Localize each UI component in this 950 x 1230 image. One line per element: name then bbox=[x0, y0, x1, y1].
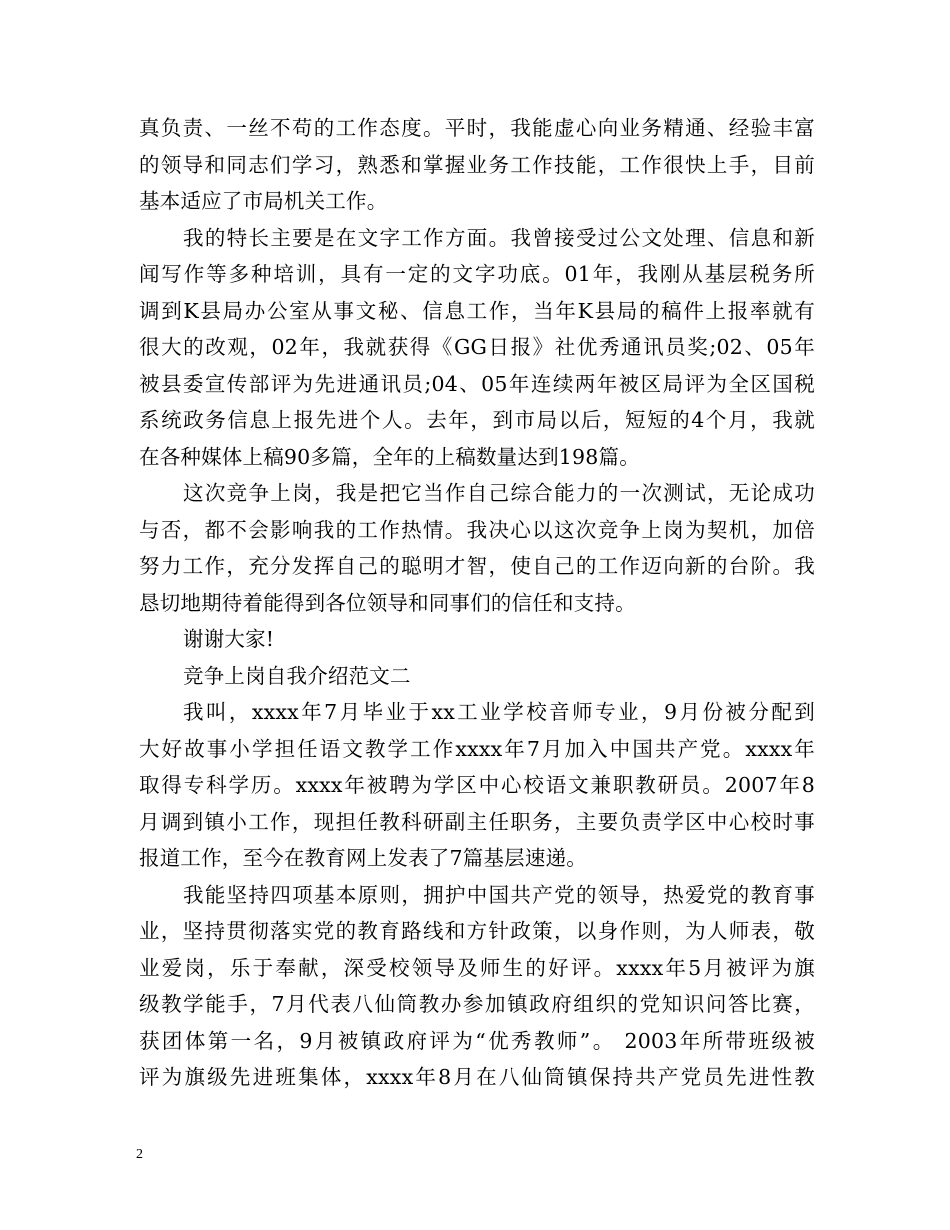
text-line: 很大的改观，02年，我就获得《GG日报》社优秀通讯员奖;02、05年 bbox=[139, 335, 815, 359]
text-line: 闻写作等多种培训，具有一定的文字功底。01年，我刚从基层税务所 bbox=[139, 262, 815, 286]
text-line: 在各种媒体上稿90多篇，全年的上稿数量达到198篇。 bbox=[139, 444, 640, 469]
page-number: 2 bbox=[136, 1147, 143, 1162]
text-line: 系统政务信息上报先进个人。去年，到市局以后，短短的4个月，我就 bbox=[139, 408, 815, 432]
text-line: 的领导和同志们学习，熟悉和掌握业务工作技能，工作很快上手，目前 bbox=[139, 152, 815, 177]
text-line: 我叫，xxxx年7月毕业于xx工业学校音师专业，9月份被分配到 bbox=[183, 700, 815, 724]
text-line: 业，坚持贯彻落实党的教育路线和方针政策，以身作则，为人师表，敬 bbox=[139, 919, 815, 943]
text-line: 大好故事小学担任语文教学工作xxxx年7月加入中国共产党。xxxx年 bbox=[139, 736, 815, 761]
text-line: 竞争上岗自我介绍范文二 bbox=[183, 663, 411, 688]
text-line: 评为旗级先进班集体，xxxx年8月在八仙筒镇保持共产党员先进性教 bbox=[139, 1065, 815, 1089]
text-line: 努力工作，充分发挥自己的聪明才智，使自己的工作迈向新的台阶。我 bbox=[139, 554, 815, 578]
document-body bbox=[139, 110, 815, 1096]
text-line: 恳切地期待着能得到各位领导和同事们的信任和支持。 bbox=[139, 590, 636, 615]
text-line: 取得专科学历。xxxx年被聘为学区中心校语文兼职教研员。2007年8 bbox=[139, 773, 815, 797]
text-line: 获团体第一名，9月被镇政府评为“优秀教师”。 2003年所带班级被 bbox=[139, 1028, 815, 1053]
text-line: 谢谢大家! bbox=[183, 627, 275, 651]
text-line: 被县委宣传部评为先进通讯员;04、05年连续两年被区局评为全区国税 bbox=[139, 371, 815, 396]
text-line: 这次竞争上岗，我是把它当作自己综合能力的一次测试，无论成功 bbox=[183, 481, 815, 505]
text-line: 报道工作，至今在教育网上发表了7篇基层速递。 bbox=[139, 846, 587, 870]
text-line: 调到K县局办公室从事文秘、信息工作，当年K县局的稿件上报率就有 bbox=[139, 298, 815, 323]
text-line: 与否，都不会影响我的工作热情。我决心以这次竞争上岗为契机，加倍 bbox=[139, 517, 815, 542]
text-line: 基本适应了市局机关工作。 bbox=[139, 189, 388, 213]
text-line: 我能坚持四项基本原则，拥护中国共产党的领导，热爱党的教育事 bbox=[183, 882, 815, 907]
text-line: 月调到镇小工作，现担任教科研副主任职务，主要负责学区中心校时事 bbox=[139, 809, 815, 834]
text-line: 级教学能手，7月代表八仙筒教办参加镇政府组织的党知识问答比赛， bbox=[139, 992, 815, 1016]
text-line: 业爱岗，乐于奉献，深受校领导及师生的好评。xxxx年5月被评为旗 bbox=[139, 955, 815, 980]
text-line: 我的特长主要是在文字工作方面。我曾接受过公文处理、信息和新 bbox=[183, 225, 815, 250]
text-line: 真负责、一丝不苟的工作态度。平时，我能虚心向业务精通、经验丰富 bbox=[139, 116, 815, 140]
